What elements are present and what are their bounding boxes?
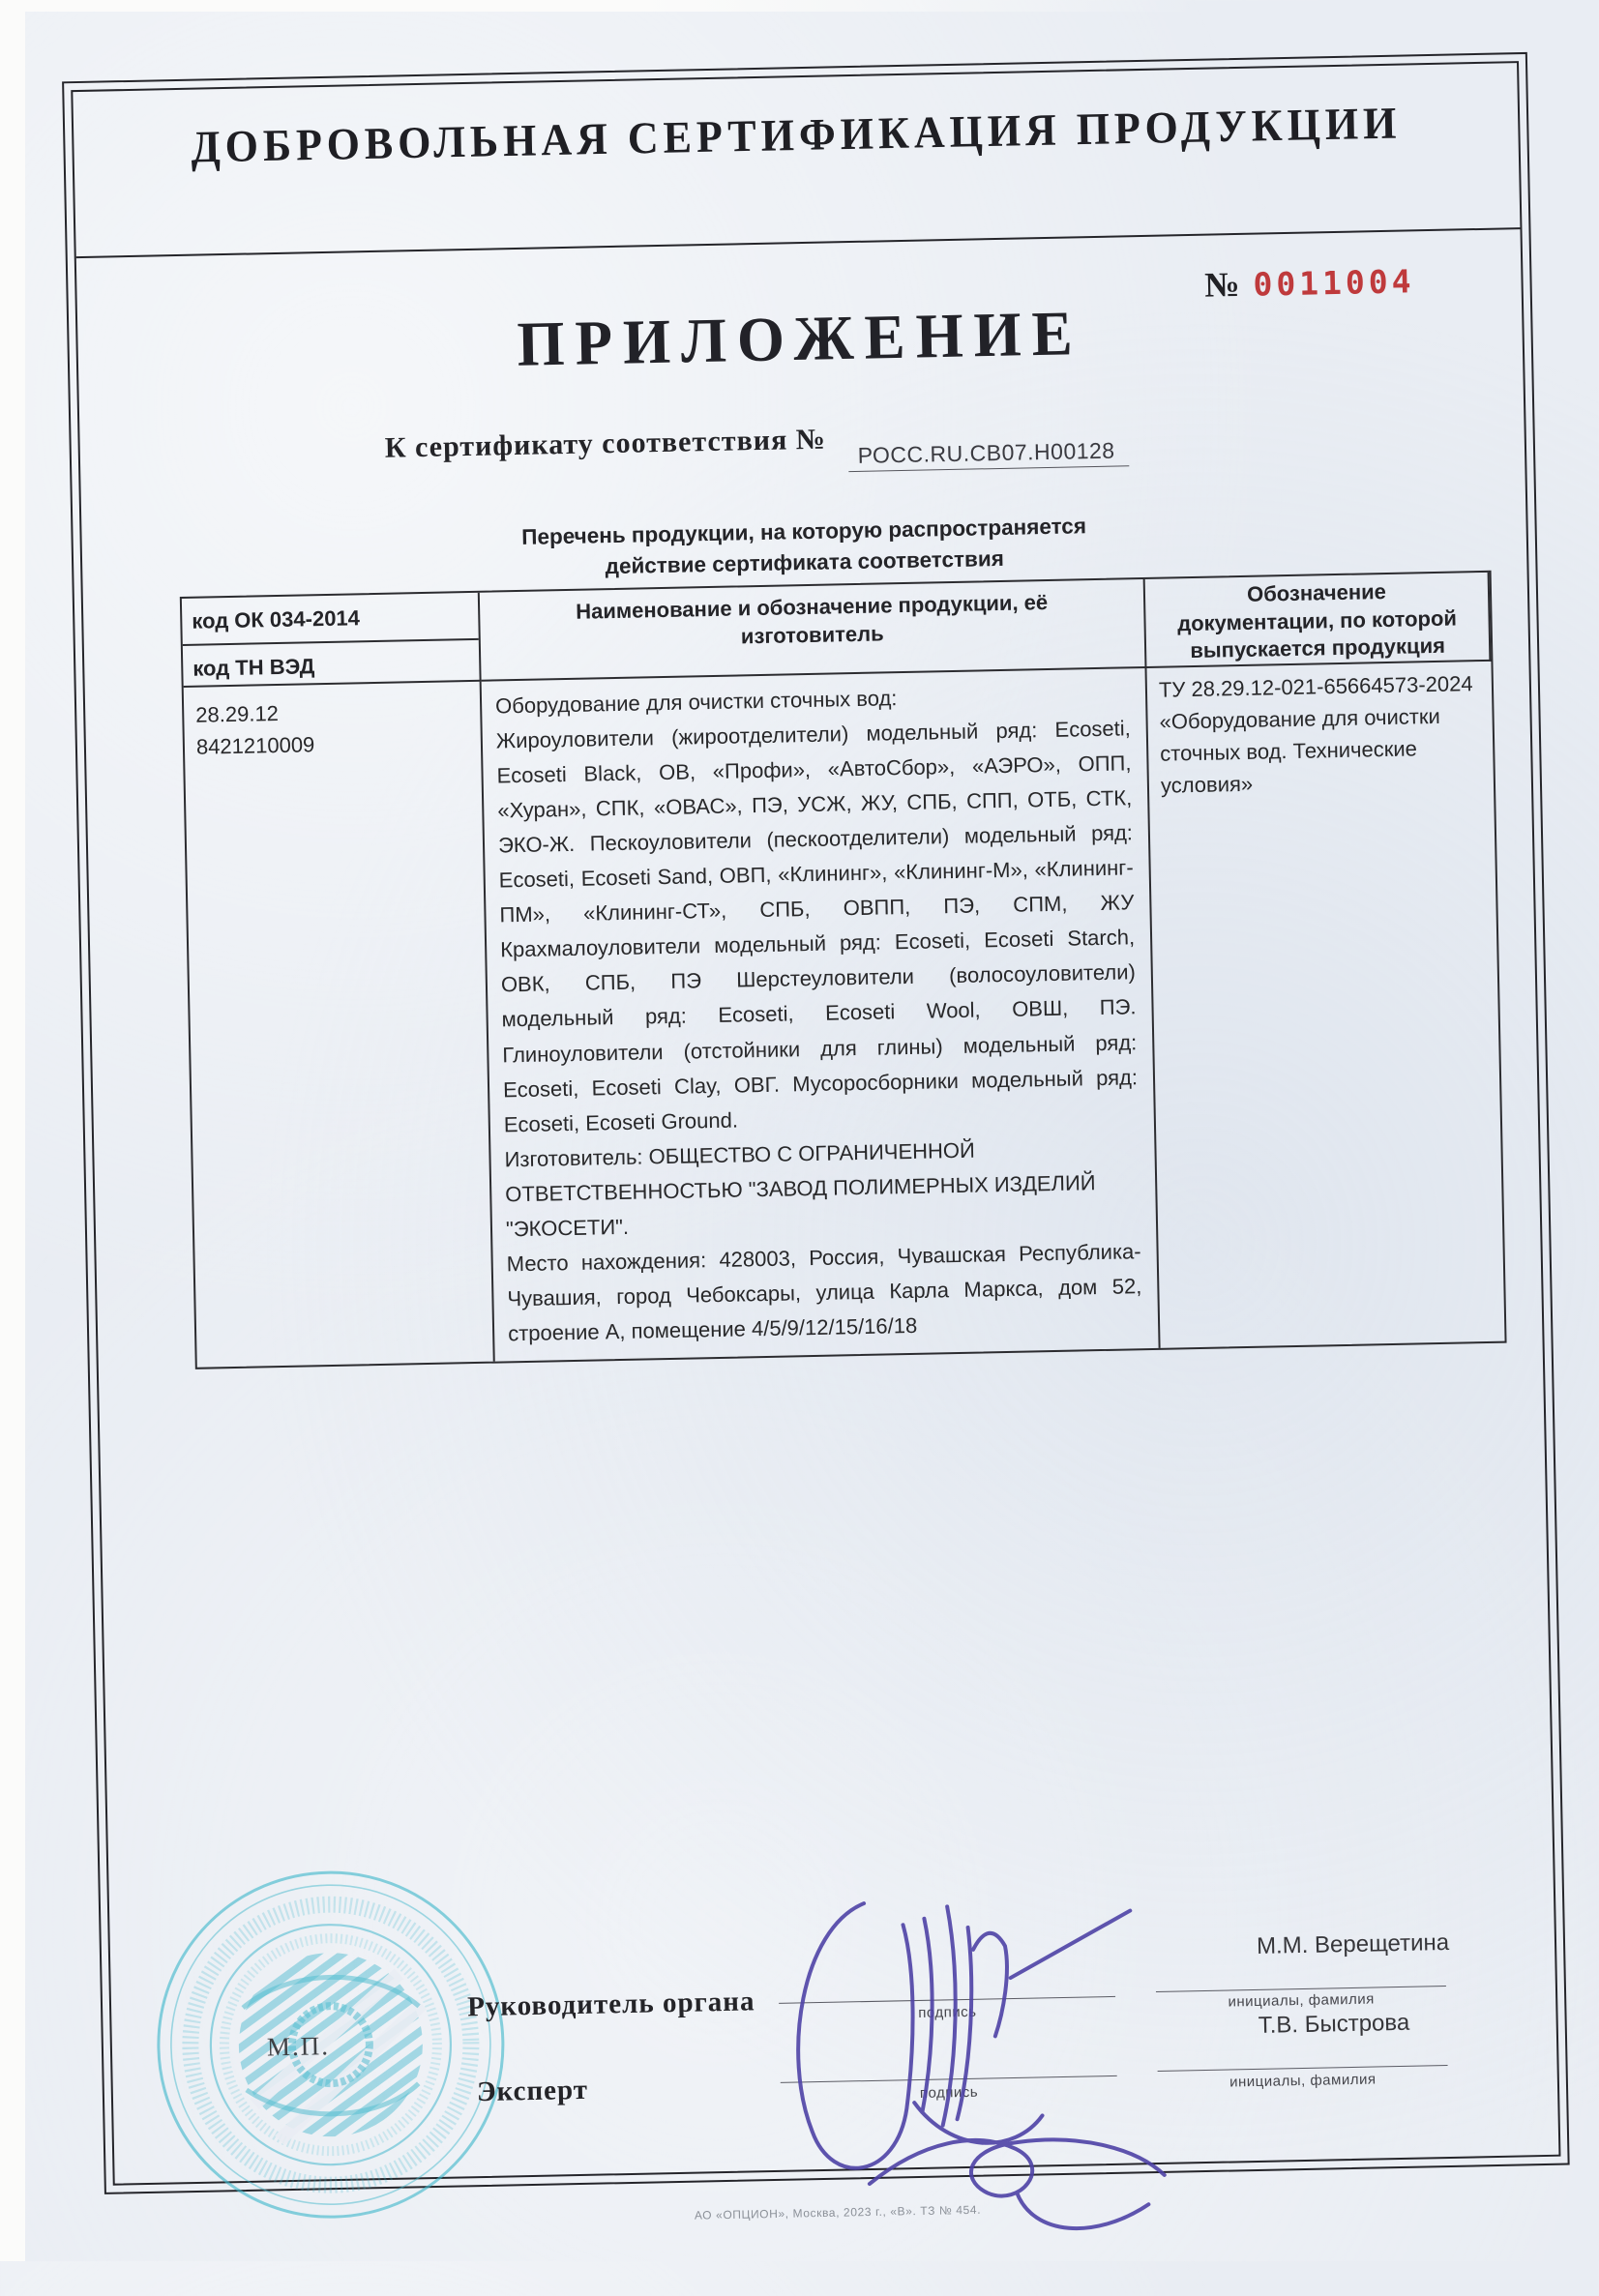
scanner-edge-top bbox=[0, 0, 1599, 12]
header-documentation: Обозначение документации, по которой выпускается продукция bbox=[1145, 573, 1492, 668]
table-caption-line2: действие сертификата соответствия bbox=[605, 545, 1005, 579]
round-stamp bbox=[143, 1857, 518, 2232]
expert-name: Т.В. Быстрова bbox=[1258, 2009, 1410, 2039]
expert-label: Эксперт bbox=[476, 2074, 589, 2108]
row-product-description bbox=[482, 668, 1161, 1362]
banner-title: ДОБРОВОЛЬНАЯ СЕРТИФИКАЦИЯ ПРОДУКЦИИ bbox=[190, 98, 1402, 173]
manufacturer-paragraph: Изготовитель: ОБЩЕСТВО С ОГРАНИЧЕННОЙ ОТВЕТСТВЕННОСТЬЮ "ЗАВОД ПОЛИМЕРНЫХ ИЗДЕЛИЙ "ЭКОСЕТИ". bbox=[504, 1137, 1096, 1242]
header-code-tnved: код ТН ВЭД bbox=[192, 654, 315, 681]
scanned-certificate-page bbox=[62, 52, 1571, 2252]
stamp-graphic bbox=[143, 1857, 518, 2232]
head-name: М.М. Верещетина bbox=[1256, 1928, 1450, 1959]
table-caption-line1: Перечень продукции, на которую распространяется bbox=[521, 514, 1087, 549]
page-title: ПРИЛОЖЕНИЕ bbox=[516, 297, 1084, 380]
document-content bbox=[76, 229, 1559, 2182]
signature-caption-head: подпись bbox=[918, 2003, 977, 2021]
product-table bbox=[180, 571, 1507, 1369]
numero-sign: № bbox=[1203, 264, 1240, 305]
serial-number: 0011004 bbox=[1253, 262, 1415, 304]
scanner-edge-left bbox=[0, 0, 25, 2261]
document-inner-border bbox=[71, 61, 1560, 2186]
code-tnved-value: 8421210009 bbox=[195, 732, 315, 759]
row-documentation: ТУ 28.29.12-021-65664573-2024 «Оборудование для очистки сточных вод. Технические условия» bbox=[1158, 670, 1473, 798]
certificate-reference-label: К сертификату соответствия № bbox=[384, 423, 827, 464]
certificate-reference bbox=[384, 417, 1128, 468]
head-of-body-label: Руководитель органа bbox=[466, 1986, 755, 2023]
address-paragraph: Место нахождения: 428003, Россия, Чувашская Республика-Чувашия, город Чебоксары, улица Карла Маркса, дом 52, строение А, помещение 4/5/9/12/15/16/18 bbox=[506, 1239, 1142, 1346]
certificate-number: РОСС.RU.СВ07.Н00128 bbox=[847, 437, 1128, 472]
stamp-place-label: М.П. bbox=[266, 2031, 331, 2062]
product-paragraph: Жироуловители (жироотделители) модельный ряд: Ecoseti, Ecoseti Black, ОВ, «Профи», «АвтоСбор», «АЭРО», ОПП, «Хуран», СПК, «ОВАС», ПЭ, УСЖ, ЖУ, СПБ, СПП, ОТБ, СТК, ЭКО-Ж. Пескоуловители (пескоотделители) модельный ряд: Ecoseti, Ecoseti Sand, ОВП, «Клининг», «Клининг-М», «Клининг-ПМ», «Клининг-СТ», СПБ, ОВПП, ПЭ, СПМ, ЖУ Крахмалоуловители модельный ряд: Ecoseti, Ecoseti Starch, ОВК, СПБ, ПЭ Шерстеуловители (волосоуловители) модельный ряд: Ecoseti, Ecoseti Wool, ОВШ, ПЭ. Глиноуловители (отстойники для глины) модельный ряд: Ecoseti, Ecoseti Clay, ОВГ. Мусоросборники модельный ряд: Ecoseti, Ecoseti Ground. bbox=[495, 716, 1139, 1137]
product-paragraph: Оборудование для очистки сточных вод: bbox=[494, 685, 898, 719]
document-border bbox=[62, 52, 1570, 2194]
header-product-name: Наименование и обозначение продукции, её изготовитель bbox=[480, 579, 1147, 682]
header-code-ok: код ОК 034-2014 bbox=[182, 593, 479, 646]
code-ok-value: 28.29.12 bbox=[195, 700, 280, 727]
name-caption-expert: инициалы, фамилия bbox=[1229, 2071, 1377, 2091]
name-caption-head: инициалы, фамилия bbox=[1228, 1990, 1376, 2011]
banner-box bbox=[73, 63, 1520, 258]
row-codes bbox=[184, 682, 495, 1369]
print-house-imprint: АО «ОПЦИОН», Москва, 2023 г., «В». ТЗ № 454. bbox=[694, 2202, 982, 2222]
header-codes bbox=[182, 593, 482, 688]
signature-caption-expert: подпись bbox=[919, 2083, 979, 2102]
